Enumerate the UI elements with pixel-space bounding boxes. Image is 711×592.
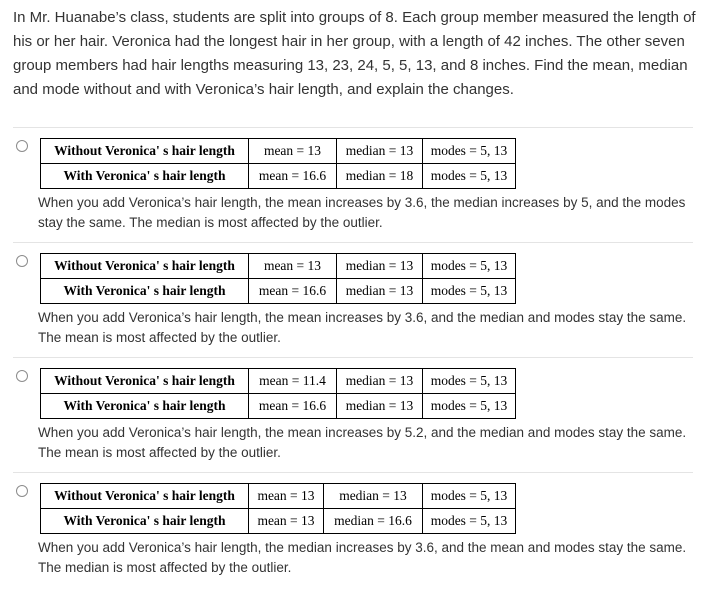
answer-option-c[interactable] [13,357,693,472]
option-d-table [40,483,516,534]
median-cell: median = 18 [337,164,423,189]
median-cell: median = 13 [337,254,423,279]
answer-option-a[interactable] [13,127,693,242]
mean-cell: mean = 16.6 [249,164,337,189]
question-text: In Mr. Huanabe’s class, students are split into groups of 8. Each group member measured the length of his or her hair. Veronica had the longest hair in her group, with a length of 42 inches. The other seven group members had hair lengths measuring 13, 23, 24, 5, 5, 13, and 8 inches. Find the mean, median and mode without and with Veronica’s hair length, and explain the changes. [13,9,696,98]
table-row [41,369,516,394]
row-label: Without Veronica' s hair length [41,369,249,394]
mean-cell: mean = 16.6 [249,394,337,419]
table-row [41,509,516,534]
radio-button-a[interactable] [16,140,28,152]
table-row [41,394,516,419]
option-d-explanation: When you add Veronica’s hair length, the median increases by 3.6, and the mean and modes stay the same. The median is most affected by the outlier. [38,540,687,575]
median-cell: median = 13 [337,394,423,419]
row-label: Without Veronica' s hair length [41,139,249,164]
median-cell: median = 13 [337,279,423,304]
modes-cell: modes = 5, 13 [423,369,516,394]
table-row [41,254,516,279]
row-label: Without Veronica' s hair length [41,254,249,279]
median-cell: median = 13 [337,369,423,394]
modes-cell: modes = 5, 13 [423,254,516,279]
table-row [41,484,516,509]
option-b-table [40,253,516,304]
answer-option-d[interactable] [13,472,693,587]
option-a-explanation: When you add Veronica’s hair length, the mean increases by 3.6, the median increases by 5, and the modes stay the same. The median is most affected by the outlier. [38,195,686,230]
table-row [41,164,516,189]
table-row [41,279,516,304]
mean-cell: mean = 16.6 [249,279,337,304]
row-label: With Veronica' s hair length [41,164,249,189]
radio-button-b[interactable] [16,255,28,267]
row-label: With Veronica' s hair length [41,394,249,419]
modes-cell: modes = 5, 13 [423,139,516,164]
modes-cell: modes = 5, 13 [423,484,516,509]
row-label: With Veronica' s hair length [41,279,249,304]
radio-button-c[interactable] [16,370,28,382]
row-label: Without Veronica' s hair length [41,484,249,509]
table-row [41,139,516,164]
option-b-explanation: When you add Veronica’s hair length, the mean increases by 3.6, and the median and modes stay the same. The mean is most affected by the outlier. [38,310,687,345]
modes-cell: modes = 5, 13 [423,394,516,419]
answer-option-b[interactable] [13,242,693,357]
mean-cell: mean = 11.4 [249,369,337,394]
median-cell: median = 13 [324,484,423,509]
radio-button-d[interactable] [16,485,28,497]
modes-cell: modes = 5, 13 [423,509,516,534]
median-cell: median = 13 [337,139,423,164]
option-c-explanation: When you add Veronica’s hair length, the mean increases by 5.2, and the median and modes stay the same. The mean is most affected by the outlier. [38,425,687,460]
option-a-table [40,138,516,189]
mean-cell: mean = 13 [249,139,337,164]
modes-cell: modes = 5, 13 [423,164,516,189]
row-label: With Veronica' s hair length [41,509,249,534]
mean-cell: mean = 13 [249,509,324,534]
median-cell: median = 16.6 [324,509,423,534]
option-c-table [40,368,516,419]
mean-cell: mean = 13 [249,254,337,279]
modes-cell: modes = 5, 13 [423,279,516,304]
mean-cell: mean = 13 [249,484,324,509]
